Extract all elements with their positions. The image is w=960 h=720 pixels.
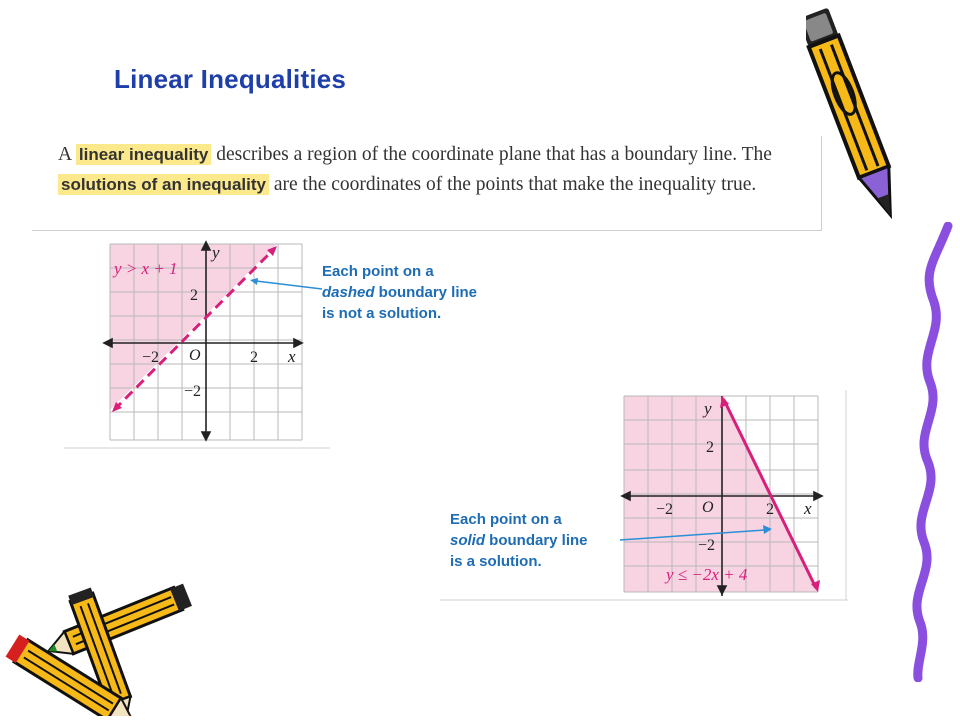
pencils-bottom-left-icon xyxy=(0,578,196,716)
callout-dashed-line-1: Each point on a xyxy=(322,263,434,280)
definition-text xyxy=(58,140,818,200)
tick-x-neg: −2 xyxy=(656,501,674,518)
tick-y-neg: −2 xyxy=(698,537,716,554)
origin-label: O xyxy=(702,499,714,516)
page-title: Linear Inequalities xyxy=(114,64,347,94)
callout-pointer-dashed xyxy=(248,276,324,292)
y-axis-label: y xyxy=(212,243,220,262)
tick-x-pos: 2 xyxy=(250,349,258,366)
tick-x-pos: 2 xyxy=(766,501,774,518)
tick-x-neg: −2 xyxy=(142,349,160,366)
callout-solid xyxy=(450,509,588,572)
tick-y-pos: 2 xyxy=(190,287,198,304)
callout-pointer-solid xyxy=(618,524,774,544)
purple-squiggle-icon xyxy=(904,222,960,682)
pencil-top-right-icon xyxy=(806,2,898,228)
graph-dashed-svg xyxy=(64,240,330,450)
callout-solid-line-2: boundary line xyxy=(485,532,588,549)
callout-dashed-italic: dashed xyxy=(322,284,375,301)
term-linear-inequality: linear inequality xyxy=(76,144,211,165)
definition-part-1: A xyxy=(58,144,76,165)
callout-dashed-line-2: boundary line xyxy=(374,284,478,301)
callout-dashed-line-3: is not a solution. xyxy=(322,305,442,322)
tick-y-pos: 2 xyxy=(706,439,714,456)
inequality-label: y ≤ −2x + 4 xyxy=(666,565,748,584)
callout-solid-line-3: is a solution. xyxy=(450,553,542,570)
callout-dashed xyxy=(322,261,477,324)
x-axis-label: x xyxy=(288,347,296,366)
x-axis-label: x xyxy=(804,499,812,518)
definition-part-3: are the coordinates of the points that make the inequality true. xyxy=(268,174,757,195)
inequality-label: y > x + 1 xyxy=(114,259,178,278)
callout-solid-italic: solid xyxy=(450,532,486,549)
origin-label: O xyxy=(189,347,201,364)
definition-part-2: describes a region of the coordinate plane that has a boundary line. The xyxy=(211,144,772,165)
callout-solid-line-1: Each point on a xyxy=(450,511,562,528)
y-axis-label: y xyxy=(704,399,712,418)
term-solutions-of-inequality: solutions of an inequality xyxy=(58,174,269,195)
tick-y-neg: −2 xyxy=(184,383,202,400)
graph-dashed-boundary xyxy=(64,240,330,450)
